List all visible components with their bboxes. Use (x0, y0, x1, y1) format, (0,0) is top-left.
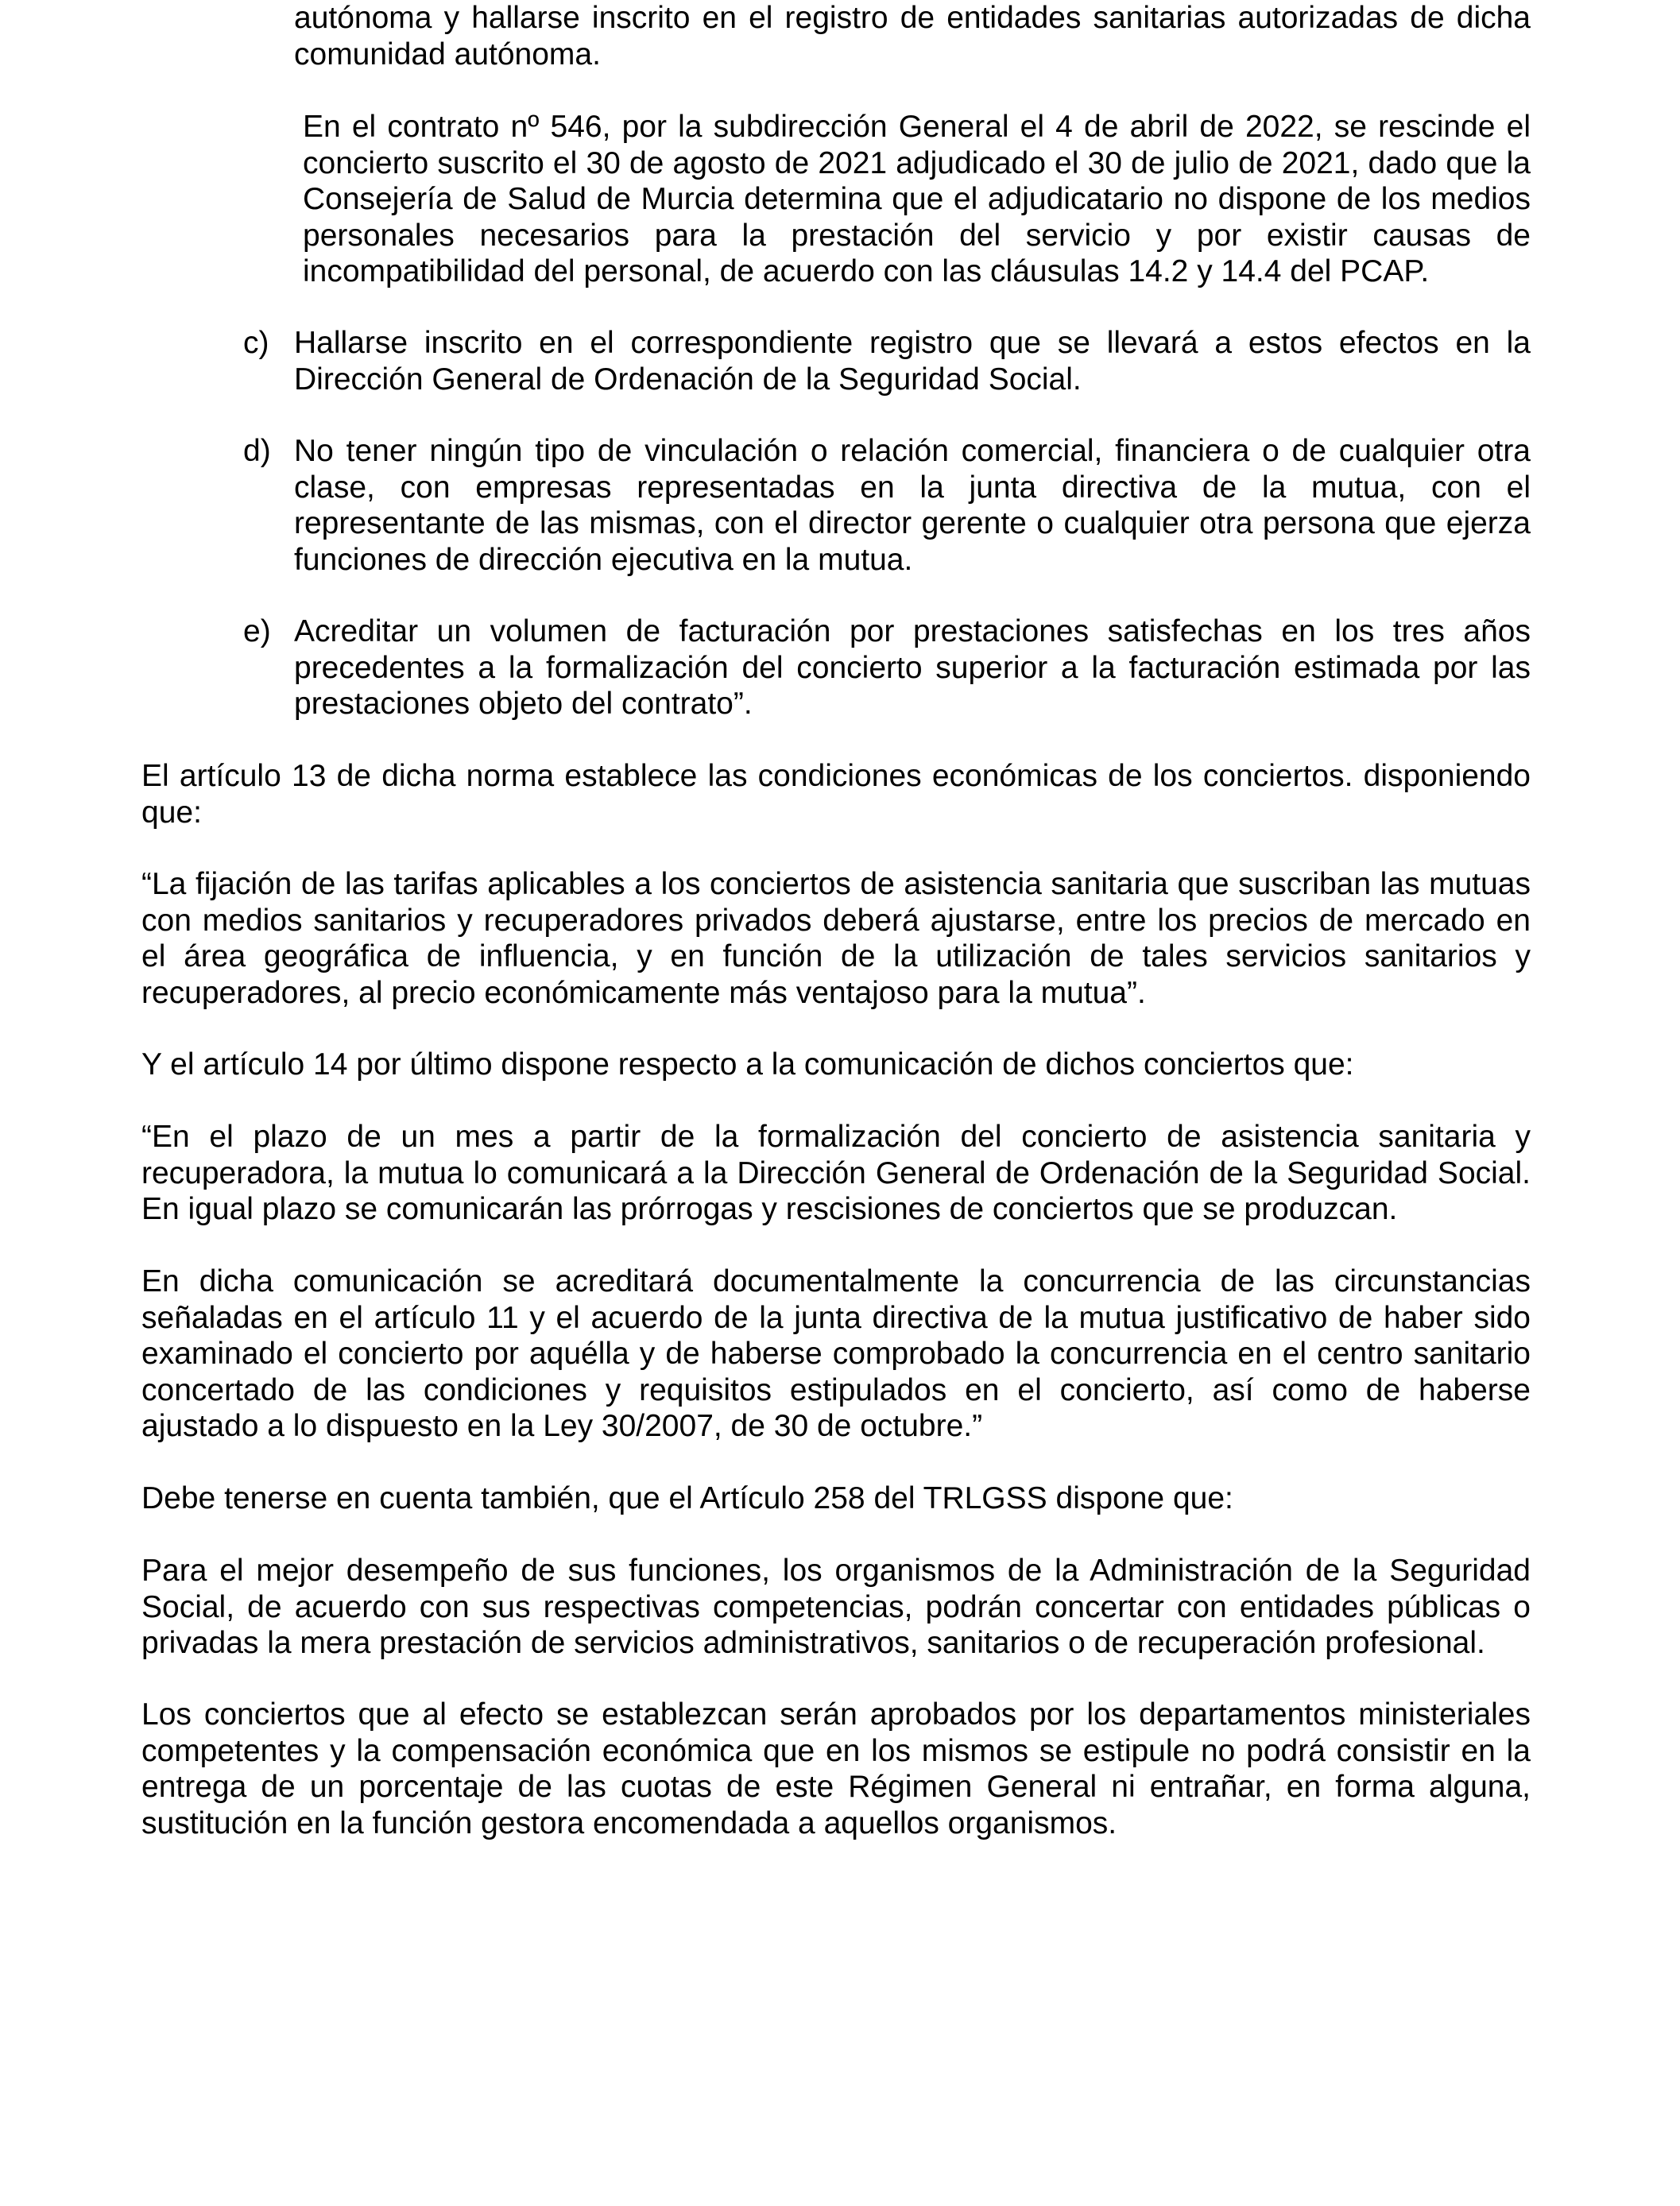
tariffs-quote-paragraph: “La fijación de las tarifas aplicables a los conciertos de asistencia sanitaria que suscriban las mutuas con medios sanitarios y recuperadores privados deberá ajustarse, entre los precios de mercado en el área geográfica de influencia, y en función de la utilización de tales servicios sanitarios y recuperadores, al precio económicamente más ventajoso para la mutua”. (141, 867, 1531, 1010)
article-258-paragraph: Debe tenerse en cuenta también, que el Artículo 258 del TRLGSS dispone que: (141, 1481, 1233, 1515)
communication-quote-paragraph: “En el plazo de un mes a partir de la formalización del concierto de asistencia sanitaria y recuperadora, la mutua lo comunicará a la Dirección General de Ordenación de la Seguridad Social. En igual plazo se comunicarán las prórrogas y rescisiones de conciertos que se produzcan. (141, 1120, 1531, 1226)
accreditation-paragraph: En dicha comunicación se acreditará documentalmente la concurrencia de las circunstancias señaladas en el artículo 11 y el acuerdo de la junta directiva de la mutua justificativo de haber sido examinado el concierto por aquélla y de haberse comprobado la concurrencia en el centro sanitario concertado de las condiciones y requisitos estipulados en el concierto, así como de haberse ajustado a lo dispuesto en la Ley 30/2007, de 30 de octubre.” (141, 1264, 1531, 1443)
list-marker: d) (243, 434, 271, 468)
article-13-paragraph: El artículo 13 de dicha norma establece las condiciones económicas de los conciertos. disponiendo que: (141, 759, 1531, 830)
conciertos-approval-paragraph: Los conciertos que al efecto se establezcan serán aprobados por los departamentos ministeriales competentes y la compensación económica que en los mismos se estipule no podrá consistir en la entrega de un porcentaje de las cuotas de este Régimen General ni entrañar, en forma alguna, sustitución en la función gestora encomendada a aquellos organismos. (141, 1697, 1531, 1840)
intro-continuation-paragraph: autónoma y hallarse inscrito en el registro de entidades sanitarias autorizadas de dicha comunidad autónoma. (294, 1, 1531, 72)
list-item-text: Acreditar un volumen de facturación por prestaciones satisfechas en los tres años precedentes a la formalización del concierto superior a la facturación estimada por las prestaciones objeto del contrato”. (294, 614, 1531, 721)
list-marker: c) (243, 326, 269, 360)
functions-paragraph: Para el mejor desempeño de sus funciones, los organismos de la Administración de la Seguridad Social, de acuerdo con sus respectivas competencias, podrán concertar con entidades públicas o privadas la mera prestación de servicios administrativos, sanitarios o de recuperación profesional. (141, 1554, 1531, 1660)
list-marker: e) (243, 614, 271, 648)
list-item-text: Hallarse inscrito en el correspondiente registro que se llevará a estos efectos en la Dirección General de Ordenación de la Seguridad Social. (294, 326, 1531, 397)
list-item-text: No tener ningún tipo de vinculación o relación comercial, financiera o de cualquier otra clase, con empresas representadas en la junta directiva de la mutua, con el representante de las mismas, con el director gerente o cualquier otra persona que ejerza funciones de dirección ejecutiva en la mutua. (294, 434, 1531, 577)
contract-note-paragraph: En el contrato nº 546, por la subdirección General el 4 de abril de 2022, se rescinde el concierto suscrito el 30 de agosto de 2021 adjudicado el 30 de julio de 2021, dado que la Consejería de Salud de Murcia determina que el adjudicatario no dispone de los medios personales necesarios para la prestación del servicio y por existir causas de incompatibilidad del personal, de acuerdo con las cláusulas 14.2 y 14.4 del PCAP. (303, 110, 1531, 288)
article-14-paragraph: Y el artículo 14 por último dispone respecto a la comunicación de dichos conciertos que: (141, 1047, 1354, 1082)
